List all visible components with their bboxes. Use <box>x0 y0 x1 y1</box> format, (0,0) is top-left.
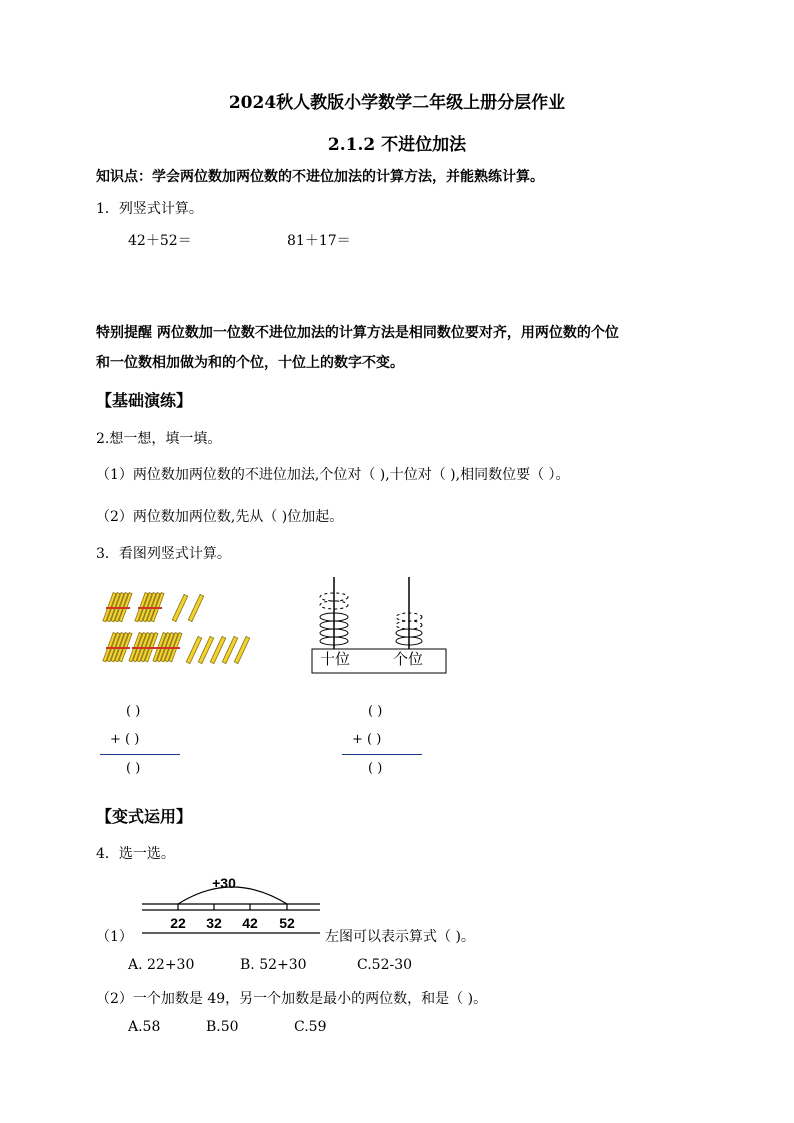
right-form-sum: ( ) <box>368 761 383 776</box>
tick-label: 32 <box>206 915 222 931</box>
single-stick <box>188 594 203 621</box>
question-3-title: 3．看图列竖式计算。 <box>96 546 231 562</box>
page-title: 2024秋人教版小学数学二年级上册分层作业 <box>228 93 566 113</box>
section-variant-heading: 【变式运用】 <box>96 807 193 826</box>
right-form-addend-2: + ( ) <box>352 732 382 747</box>
abacus-label-ones: 个位 <box>393 650 424 668</box>
question-1-title: 1．列竖式计算。 <box>96 201 203 217</box>
left-form-addend-2: + ( ) <box>110 732 140 747</box>
left-form-sum: ( ) <box>126 761 141 776</box>
stick-bundle <box>135 593 164 622</box>
question-4-item-1-option-a: A. 22+30 <box>128 957 195 973</box>
question-2-item-1: （1）两位数加两位数的不进位加法,个位对（ ),十位对（ ),相同数位要（ ）。 <box>96 467 570 483</box>
bundled-sticks-image <box>100 590 250 670</box>
knowledge-point <box>96 166 544 186</box>
stick-bundle <box>103 593 132 622</box>
right-form-rule <box>342 754 422 755</box>
tick-label: 52 <box>279 915 295 931</box>
section-basic-heading: 【基础演练】 <box>96 391 193 410</box>
tick-label: 42 <box>242 915 258 931</box>
question-2-title: 2.想一想，填一填。 <box>96 431 222 447</box>
question-1-expression-1: 42＋52＝ <box>128 233 192 249</box>
question-4-item-1-option-b: B. 52+30 <box>240 957 307 973</box>
question-2-item-2: （2）两位数加两位数,先从（ )位加起。 <box>96 509 344 525</box>
tip-line-1: 特别提醒 两位数加一位数不进位加法的计算方法是相同数位要对齐，用两位数的个位 <box>96 325 619 341</box>
question-4-item-2-text: （2）一个加数是 49，另一个加数是最小的两位数，和是（ )。 <box>96 991 488 1007</box>
knowledge-text: 学会两位数加两位数的不进位加法的计算方法，并能熟练计算。 <box>152 169 544 185</box>
arc-label: +30 <box>212 875 236 891</box>
knowledge-label: 知识点： <box>96 169 152 185</box>
question-4-item-1-text: 左图可以表示算式（ )。 <box>325 929 475 945</box>
abacus-label-tens: 十位 <box>320 650 351 668</box>
question-4-title: 4．选一选。 <box>96 846 175 862</box>
lesson-subtitle: 2.1.2 不进位加法 <box>327 135 467 155</box>
stick-bundle <box>153 633 182 662</box>
number-line-image <box>140 874 322 936</box>
single-stick <box>172 594 187 621</box>
right-form-addend-1: ( ) <box>368 704 383 719</box>
question-4-item-2-option-c: C.59 <box>294 1019 327 1035</box>
tip-line-2: 和一位数相加做为和的个位，十位上的数字不变。 <box>96 355 404 371</box>
question-4-item-1-option-c: C.52-30 <box>357 957 413 973</box>
left-form-rule <box>100 754 180 755</box>
question-4-item-2-option-b: B.50 <box>206 1019 239 1035</box>
question-4-item-2-option-a: A.58 <box>128 1019 161 1035</box>
stick-bundle <box>103 633 132 662</box>
left-form-addend-1: ( ) <box>126 704 141 719</box>
question-1-expression-2: 81＋17＝ <box>287 233 351 249</box>
stick-bundle <box>129 633 158 662</box>
tick-label: 22 <box>170 915 186 931</box>
question-4-item-1-prefix: （1） <box>96 929 133 945</box>
